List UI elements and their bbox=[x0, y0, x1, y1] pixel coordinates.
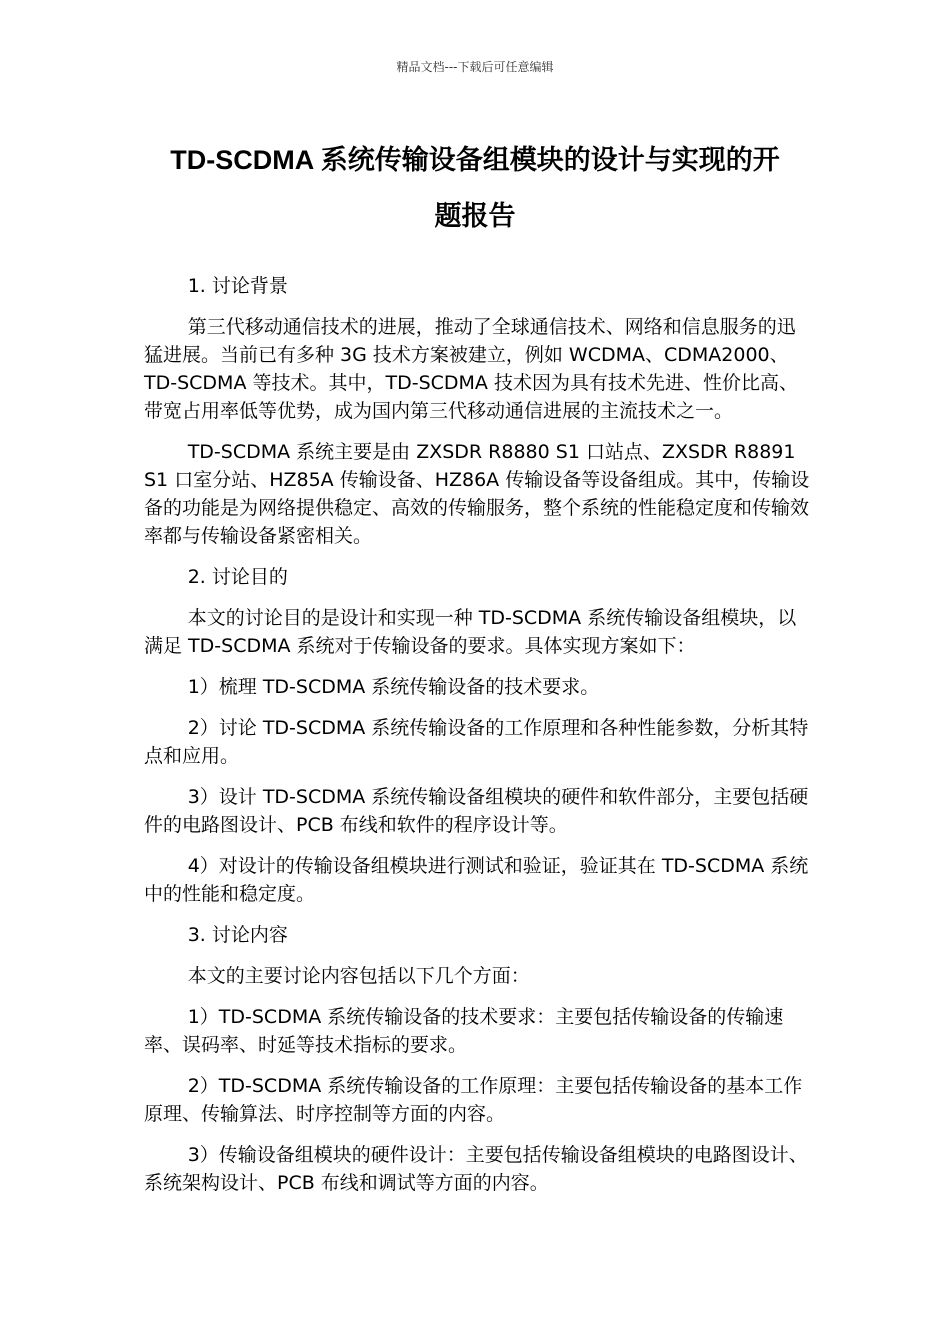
list-item: 2）TD-SCDMA 系统传输设备的工作原理：主要包括传输设备的基本工作原理、传输算法、时序控制等方面的内容。 bbox=[144, 1075, 803, 1125]
section-heading-background: 1. 讨论背景 bbox=[187, 275, 288, 297]
paragraph: 本文的主要讨论内容包括以下几个方面： bbox=[187, 965, 530, 987]
document-body bbox=[144, 272, 812, 1210]
list-item: 3）设计 TD-SCDMA 系统传输设备组模块的硬件和软件部分，主要包括硬件的电路图设计、PCB 布线和软件的程序设计等。 bbox=[144, 786, 809, 836]
document-title bbox=[120, 132, 830, 244]
list-item: 4）对设计的传输设备组模块进行测试和验证，验证其在 TD-SCDMA 系统中的性能和稳定度。 bbox=[144, 855, 809, 905]
document-title-line-2: 题报告 bbox=[434, 201, 516, 231]
section-heading-purpose: 2. 讨论目的 bbox=[187, 566, 288, 588]
paragraph: 本文的讨论目的是设计和实现一种 TD-SCDMA 系统传输设备组模块，以满足 TD-SCDMA 系统对于传输设备的要求。具体实现方案如下： bbox=[144, 607, 797, 657]
page-header: 精品文档---下载后可任意编辑 bbox=[396, 60, 554, 74]
section-heading-content: 3. 讨论内容 bbox=[187, 924, 288, 946]
paragraph: TD-SCDMA 系统主要是由 ZXSDR R8880 S1 口站点、ZXSDR R8891 S1 口室分站、HZ85A 传输设备、HZ86A 传输设备等设备组成。其中，传输设备的功能是为网络提供稳定、高效的传输服务，整个系统的性能稳定度和传输效率都与传输设备紧密相关。 bbox=[144, 441, 810, 547]
list-item: 1）梳理 TD-SCDMA 系统传输设备的技术要求。 bbox=[187, 676, 600, 698]
paragraph: 第三代移动通信技术的进展，推动了全球通信技术、网络和信息服务的迅猛进展。当前已有多种 3G 技术方案被建立，例如 WCDMA、CDMA2000、TD-SCDMA 等技术。其中，TD-SCDMA 技术因为具有技术先进、性价比高、带宽占用率低等优势，成为国内第三代移动通信进展的主流技术之一。 bbox=[144, 316, 798, 422]
list-item: 2）讨论 TD-SCDMA 系统传输设备的工作原理和各种性能参数，分析其特点和应用。 bbox=[144, 717, 809, 767]
list-item: 1）TD-SCDMA 系统传输设备的技术要求：主要包括传输设备的传输速率、误码率、时延等技术指标的要求。 bbox=[144, 1006, 784, 1056]
list-item: 3）传输设备组模块的硬件设计：主要包括传输设备组模块的电路图设计、系统架构设计、PCB 布线和调试等方面的内容。 bbox=[144, 1144, 808, 1194]
document-title-line-1: TD-SCDMA 系统传输设备组模块的设计与实现的开 bbox=[170, 145, 780, 175]
